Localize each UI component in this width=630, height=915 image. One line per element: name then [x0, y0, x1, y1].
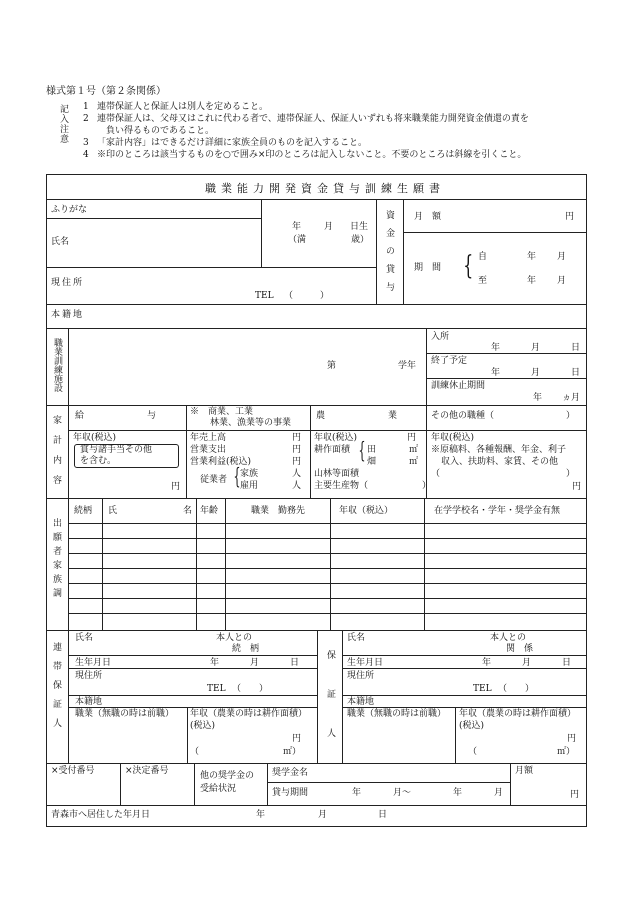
suspension-months: ヵ月 [562, 393, 581, 403]
profit-yen: 円 [292, 457, 302, 467]
jg-birth: 生年月日 [75, 658, 112, 668]
family-header-surname: 氏 [108, 506, 118, 516]
loan-period-month-from: 月～ [393, 788, 412, 798]
jg-sqm-close: ㎡） [283, 747, 302, 757]
address-label: 現住所 [51, 278, 85, 288]
period-to: 至 [478, 276, 488, 286]
family-header-given: 名 [183, 506, 193, 516]
g-income: 年収（農業の時は耕作面積） [459, 709, 577, 719]
g-birth-year: 年 [482, 658, 492, 668]
other-sources-2: 収入、扶助料、家賃、その他 [441, 457, 559, 467]
farming-label: 農 業 [316, 411, 398, 421]
form-number: 様式第１号（第２条関係） [46, 86, 166, 97]
entry-year: 年 [491, 343, 501, 353]
other-yen: 円 [572, 482, 582, 492]
note-1: 連帯保証人と保証人は別人を定めること。 [97, 102, 269, 112]
other-scholarship: 他の奨学金の [200, 771, 255, 781]
g-birth-month: 月 [522, 658, 532, 668]
employees-family: 家族 [240, 469, 259, 479]
residence-date: 青森市へ居住した年月日 [51, 810, 151, 820]
g-tel: TEL [473, 684, 492, 694]
other-job-label: その他の職種（ ） [431, 411, 576, 421]
birth-month: 月 [324, 222, 334, 232]
g-tel-paren: （ ） [498, 684, 535, 694]
monthly-yen: 円 [565, 212, 575, 222]
family-header-age: 年齢 [200, 506, 219, 516]
loan-label: 資金の貸与 [384, 210, 394, 300]
other-paren: （ ） [431, 469, 576, 479]
family-header-income: 年収（税込） [339, 506, 394, 516]
profit-label: 営業利益(税込) [190, 457, 252, 467]
name-label: 氏名 [51, 237, 70, 247]
forest-area: 山林等面積 [314, 469, 360, 479]
g-domicile: 本籍地 [347, 697, 375, 707]
suspension-label: 訓練休止期間 [431, 381, 486, 391]
employees-hired: 雇用 [240, 481, 259, 491]
main-products: 主要生産物（ ） [314, 481, 432, 491]
sales-label: 年売上高 [190, 433, 227, 443]
completion-month: 月 [531, 368, 541, 378]
joint-guarantor-label: 連帯保証人 [51, 642, 61, 737]
note-2: 連帯保証人は、父母又はこれに代わる者で、連帯保証人、保証人いずれも将来職業能力開発資金債還の責を [97, 114, 529, 124]
commerce-label-2: 林業、漁業等の事業 [210, 418, 292, 428]
jg-income: 年収（農業の時は耕作面積） [190, 709, 308, 719]
g-birth: 生年月日 [347, 658, 384, 668]
other-income: 年収(税込) [431, 433, 475, 443]
guarantor-label: 保証人 [325, 650, 335, 767]
farm-paddy-unit: ㎡ [409, 445, 419, 455]
g-birth-day: 日 [562, 658, 572, 668]
jg-relation-2: 続 柄 [232, 644, 260, 654]
completion-year: 年 [491, 368, 501, 378]
notes-label: 記入注意 [58, 104, 68, 144]
residence-year: 年 [256, 810, 266, 820]
residence-day: 日 [378, 810, 388, 820]
family-header-school: 在学学校名・学年・奨学金有無 [434, 506, 561, 516]
family-label: 出願者家族調 [51, 518, 61, 602]
loan-period-year: 年 [352, 788, 362, 798]
form-title: 職業能力開発資金貸与訓練生願書 [205, 182, 445, 195]
jg-domicile: 本籍地 [75, 697, 103, 707]
employees-hired-unit: 人 [292, 481, 302, 491]
brace-icon: { [463, 251, 474, 281]
note-1-num: 1 [83, 102, 89, 112]
loan-period: 貸与期間 [272, 788, 309, 798]
completion-label: 終了予定 [431, 356, 468, 366]
expenses-label: 営業支出 [190, 445, 227, 455]
birth-day: 日生 [350, 222, 369, 232]
domicile-label: 本籍地 [51, 310, 85, 320]
jg-birth-month: 月 [250, 658, 260, 668]
residence-month: 月 [318, 810, 328, 820]
g-relation: 本人との [490, 633, 527, 643]
loan-period-month: 月 [494, 788, 504, 798]
farm-income-yen: 円 [407, 433, 417, 443]
salary-bonus: 賞与諸手当その他 [80, 445, 153, 455]
sales-yen: 円 [292, 433, 302, 443]
monthly-yen-footer: 円 [570, 790, 580, 800]
expenses-yen: 円 [292, 445, 302, 455]
other-sources: ※原稿料、各種報酬、年金、利子 [431, 445, 567, 455]
g-sqm-open: （ [468, 747, 478, 757]
period-label: 期 間 [414, 263, 442, 273]
family-header-job: 職業 勤務先 [251, 506, 306, 516]
note-3: 「家計内容」はできるだけ詳細に家族全員のものを記入すること。 [97, 138, 368, 148]
jg-income-yen: 円 [292, 734, 302, 744]
loan-period-year-2: 年 [453, 788, 463, 798]
jg-tel: TEL [207, 684, 226, 694]
grade-prefix: 第 [327, 361, 337, 371]
receipt-number: ×受付番号 [51, 766, 95, 776]
salary-label: 給 与 [75, 411, 157, 421]
note-2-num: 2 [83, 114, 89, 124]
jg-address: 現住所 [75, 671, 103, 681]
employees-label: 従業者 [200, 475, 228, 485]
farm-area: 耕作面積 [314, 445, 351, 455]
period-to-month: 月 [557, 276, 567, 286]
brace-icon: { [233, 465, 241, 490]
period-from-year: 年 [527, 252, 537, 262]
entry-day: 日 [571, 343, 581, 353]
age-open: （満 [288, 235, 307, 245]
decision-number: ×決定番号 [125, 766, 169, 776]
farm-field-unit: ㎡ [409, 457, 419, 467]
jg-tel-paren: （ ） [232, 684, 269, 694]
monthly-amount: 月額 [515, 766, 534, 776]
salary-yen: 円 [171, 482, 181, 492]
suspension-year: 年 [533, 393, 543, 403]
monthly-amount-label: 月 額 [414, 212, 442, 222]
period-from: 自 [478, 252, 488, 262]
salary-income: 年収(税込) [73, 433, 117, 443]
jg-name: 氏名 [75, 633, 94, 643]
commerce-label: ※ 商業、工業 [190, 407, 254, 417]
g-relation-2: 関 係 [506, 644, 534, 654]
period-from-month: 月 [557, 252, 567, 262]
salary-bonus-2: を含む。 [80, 456, 117, 466]
note-2-cont: 負い得るものであること。 [106, 126, 215, 136]
completion-day: 日 [571, 368, 581, 378]
g-income-yen: 円 [567, 734, 577, 744]
jg-relation: 本人との [216, 633, 253, 643]
entry-month: 月 [531, 343, 541, 353]
g-name: 氏名 [347, 633, 366, 643]
scholarship-name: 奨学金名 [272, 768, 309, 778]
jg-job: 職業（無職の時は前職） [75, 709, 175, 719]
period-to-year: 年 [527, 276, 537, 286]
note-4-num: 4 [83, 150, 89, 160]
farm-paddy: 田 [367, 445, 377, 455]
g-address: 現住所 [347, 671, 375, 681]
note-4: ※印のところは該当するものを○で囲み×印のところは記入しないこと。不要のところは斜線を引くこと。 [97, 150, 527, 160]
household-label: 家計内容 [51, 415, 61, 495]
other-scholarship-2: 受給状況 [200, 784, 237, 794]
farm-field: 畑 [367, 457, 377, 467]
brace-icon: { [358, 439, 366, 464]
farm-income: 年収(税込) [314, 433, 358, 443]
jg-birth-day: 日 [290, 658, 300, 668]
family-header-relation: 続柄 [74, 506, 93, 516]
g-job: 職業（無職の時は前職） [347, 709, 447, 719]
entry-label: 入所 [431, 332, 450, 342]
g-income-2: (税込) [459, 721, 485, 731]
age-close: 歳） [351, 235, 370, 245]
furigana-label: ふりがな [51, 205, 88, 215]
birth-year: 年 [292, 222, 302, 232]
note-3-num: 3 [83, 138, 89, 148]
employees-family-unit: 人 [292, 469, 302, 479]
tel-label: TEL [255, 291, 274, 301]
jg-sqm-open: （ [190, 747, 200, 757]
tel-paren: （ ） [284, 291, 330, 301]
training-facility-label: 職業訓練施設 [52, 338, 62, 392]
g-sqm-close: ㎡） [557, 747, 576, 757]
grade-suffix: 学年 [398, 361, 417, 371]
jg-income-2: (税込) [190, 721, 216, 731]
jg-birth-year: 年 [210, 658, 220, 668]
